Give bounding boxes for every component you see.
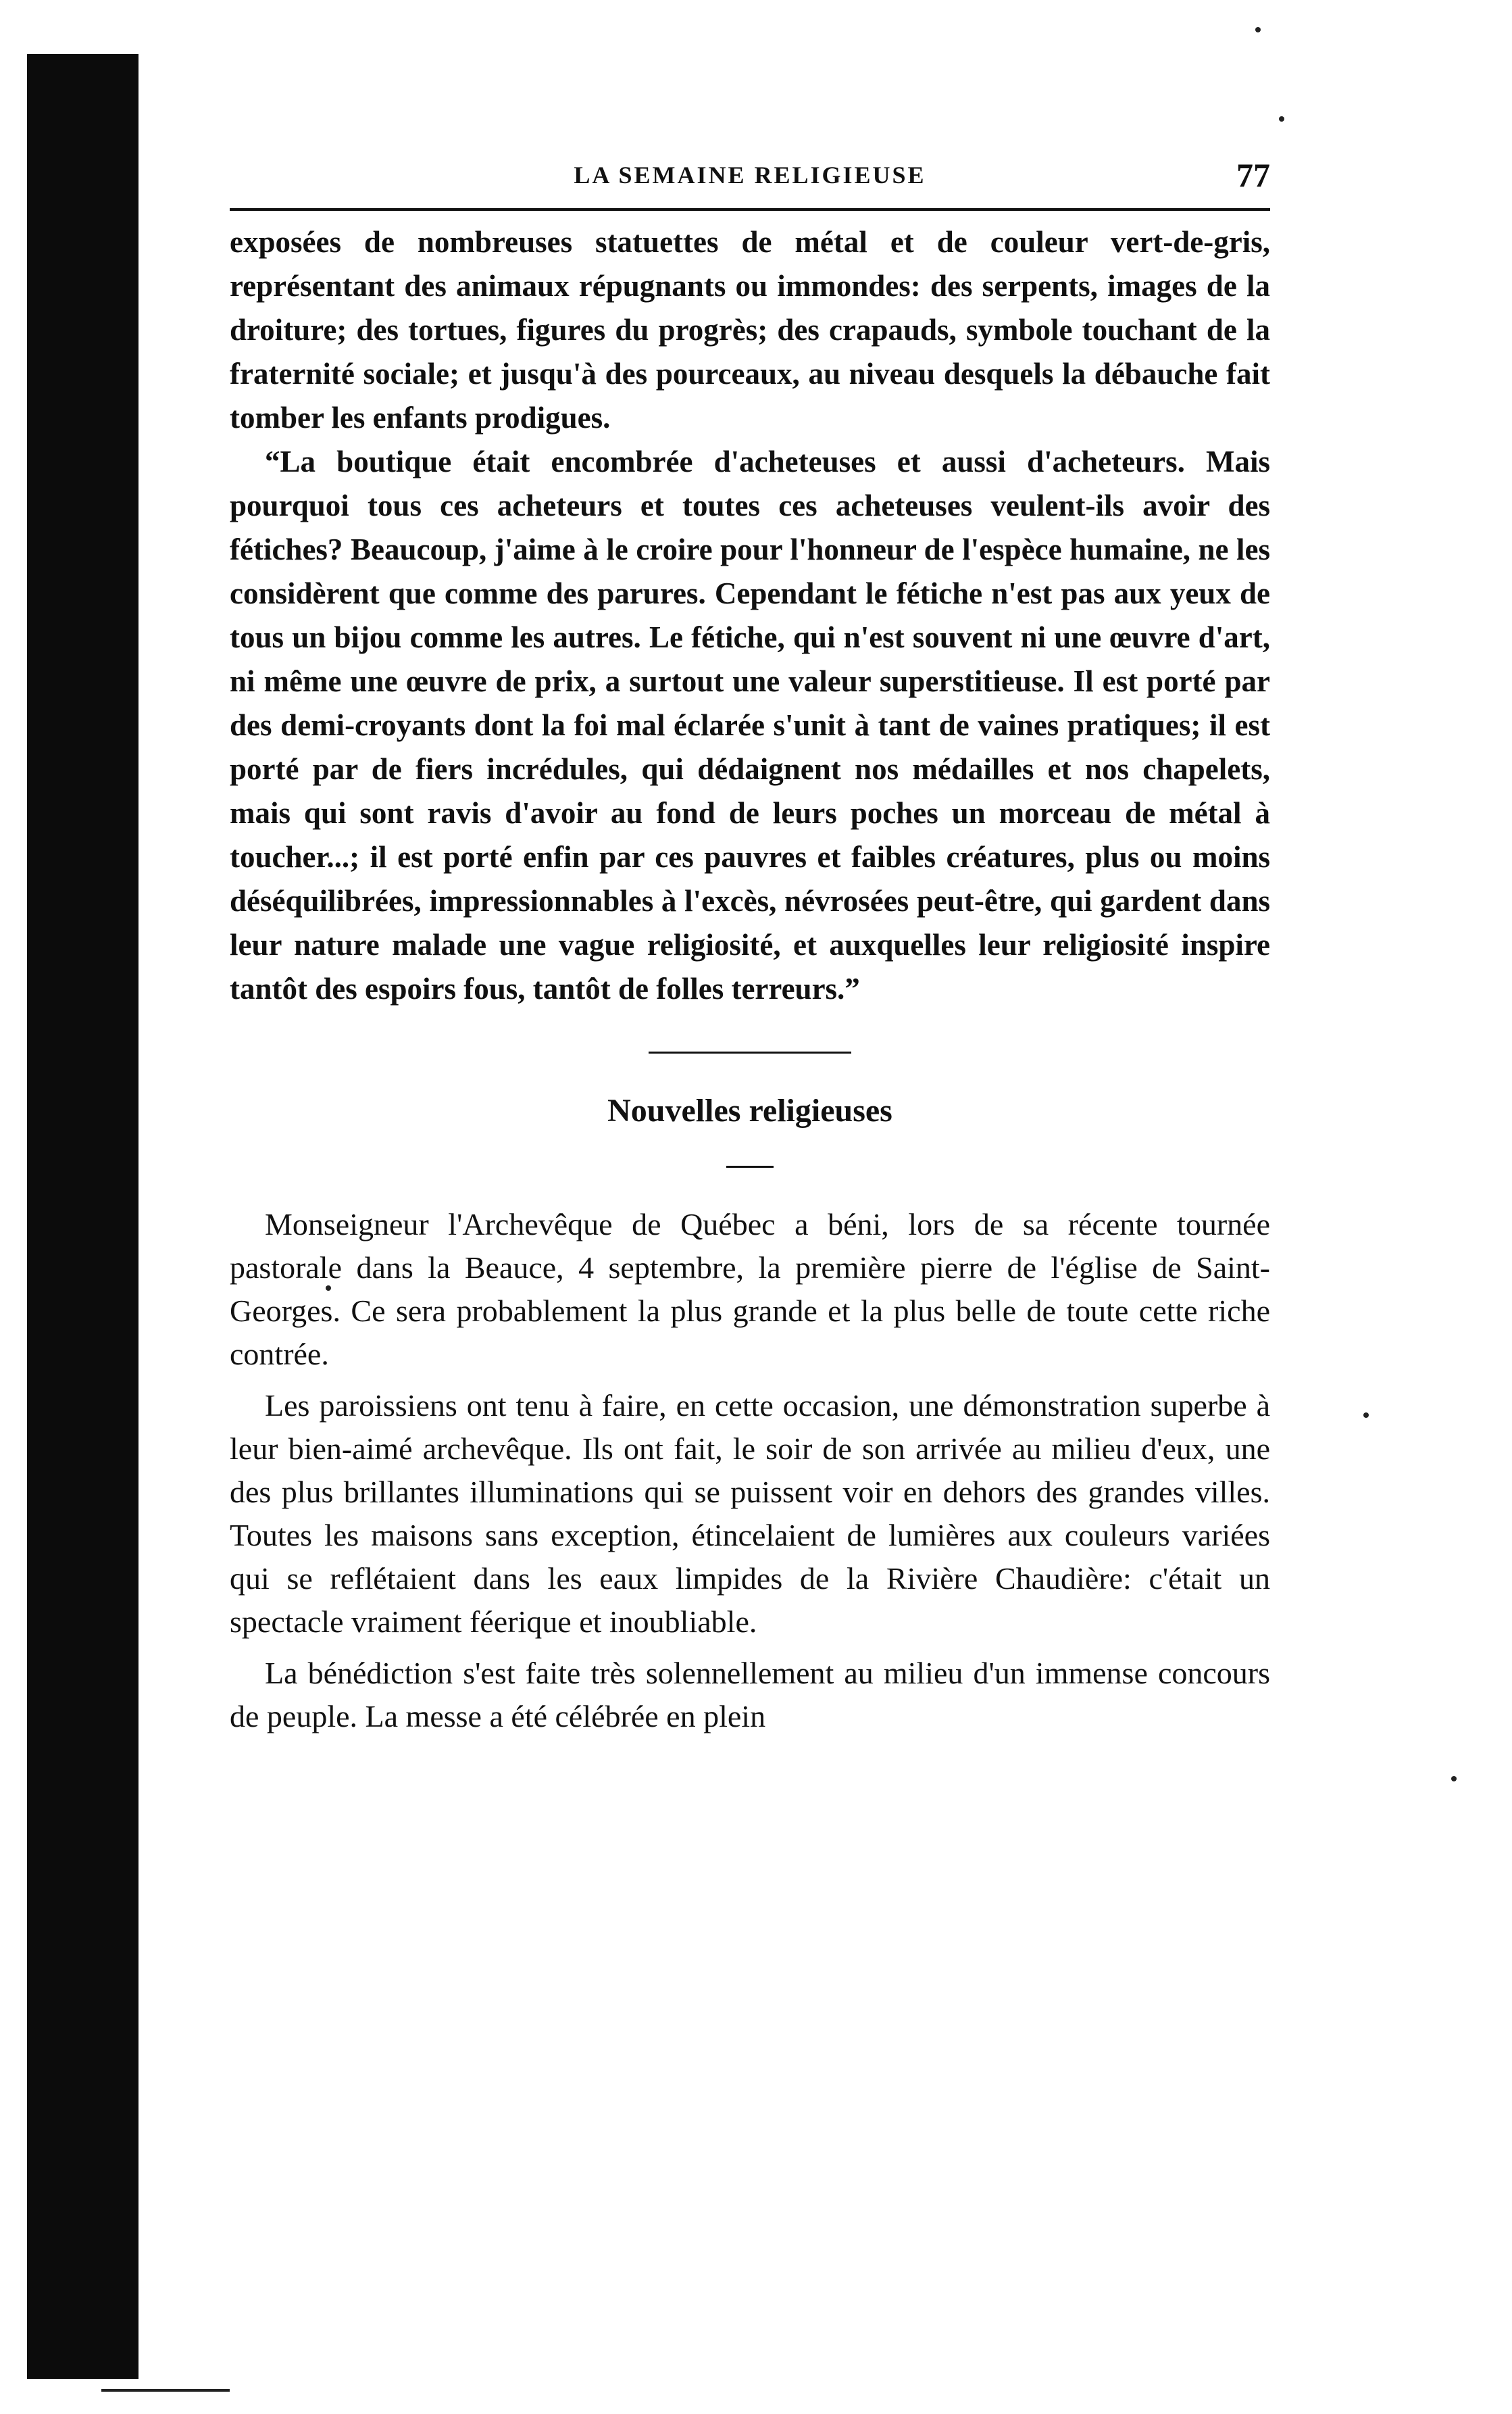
news-paragraph: Les paroissiens ont tenu à faire, en cette occasion, une démonstration superbe à leur bien-aimé archevêque. Ils ont fait, le soir de son arrivée au milieu d'eux, une des plus brillantes illuminations qui se puissent voir en dehors des grandes villes. Toutes les maisons sans exception, étincelaient de lumières aux couleurs variées qui se reflétaient dans les eaux limpides de la Rivière Chaudière: c'était un spectacle vraiment féerique et inoubliable.	[230, 1388, 1270, 1639]
running-title: LA SEMAINE RELIGIEUSE	[574, 162, 926, 189]
scan-binding-edge	[0, 0, 142, 2414]
scan-speck	[1255, 27, 1261, 32]
header-rule	[230, 208, 1270, 211]
page-number: 77	[1236, 156, 1270, 194]
binding-shadow	[27, 54, 138, 2379]
section-title: Nouvelles religieuses	[607, 1093, 892, 1129]
scan-speck	[1363, 1412, 1369, 1418]
continued-paragraph: exposées de nombreuses statuettes de métal et de couleur vert-de-gris, représentant des animaux répugnants ou immondes: des serpents, images de la droiture; des tortues, figures du progrès; des crapauds, symbole touchant de la fraternité sociale; et jusqu'à des pourceaux, au niveau desquels la débauche fait tomber les enfants prodigues.	[230, 225, 1270, 435]
scan-speck	[1451, 1776, 1457, 1781]
running-header	[230, 155, 1270, 203]
section-divider-rule	[649, 1052, 851, 1054]
news-paragraph: Monseigneur l'Archevêque de Québec a béni, lors de sa récente tournée pastorale dans la Beauce, 4 septembre, la première pierre de l'église de Saint-Georges. Ce sera probablement la plus grande et la plus belle de toute cette riche contrée.	[230, 1207, 1270, 1371]
title-underline-rule	[726, 1166, 774, 1168]
quote-paragraph: “La boutique était encombrée d'acheteuses et aussi d'acheteurs. Mais pourquoi tous ces acheteurs et toutes ces acheteuses veulent-ils avoir des fétiches? Beaucoup, j'aime à le croire pour l'honneur de l'espèce humaine, ne les considèrent que comme des parures. Cependant le fétiche n'est pas aux yeux de tous un bijou comme les autres. Le fétiche, qui n'est souvent ni une œuvre d'art, ni même une œuvre de prix, a surtout une valeur superstitieuse. Il est porté par des demi-croyants dont la foi mal éclarée s'unit à tant de vaines pratiques; il est porté par de fiers incrédules, qui dédaignent nos médailles et nos chapelets, mais qui sont ravis d'avoir au fond de leurs poches un morceau de métal à toucher...; il est porté enfin par ces pauvres et faibles créatures, plus ou moins déséquilibrées, impressionnables à l'excès, névrosées peut-être, qui gardent dans leur nature malade une vague religiosité, et auxquelles leur religiosité inspire tantôt des espoirs fous, tantôt de folles terreurs.”	[230, 445, 1270, 1006]
scan-speck	[1279, 116, 1284, 122]
book-page	[230, 155, 1270, 1738]
scan-edge-line	[101, 2389, 230, 2392]
news-section-body	[230, 1203, 1270, 1738]
news-paragraph: La bénédiction s'est faite très solennellement au milieu d'un immense concours de peuple. La messe a été célébrée en plein	[230, 1656, 1270, 1733]
